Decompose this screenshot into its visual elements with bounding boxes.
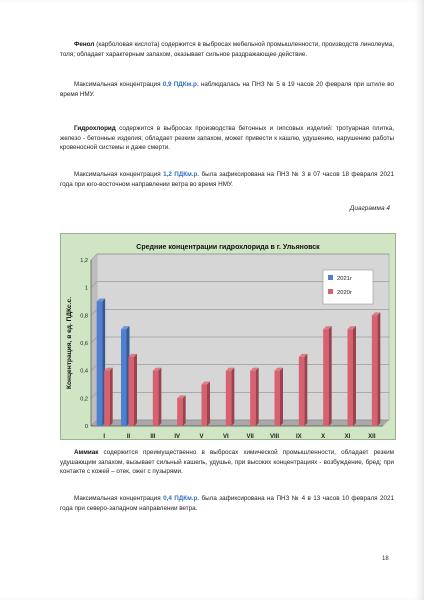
chart-container	[60, 233, 396, 440]
x-tick-label: III	[150, 434, 156, 439]
hcl-bar-chart	[61, 234, 395, 439]
page-number: 18	[382, 556, 389, 562]
legend-swatch	[328, 289, 333, 294]
bar-2020	[323, 326, 332, 426]
phenol-term: Фенол	[74, 41, 95, 48]
legend-label: 2020г	[337, 290, 353, 296]
hcl-max-pre: Максимальная концентрация	[74, 171, 164, 178]
diagram-label: Диаграмма 4	[349, 205, 390, 212]
x-tick-label: XII	[368, 434, 376, 439]
chart-title: Средние концентрации гидрохлорида в г. Ульяновск	[136, 244, 320, 251]
bar-2020	[104, 368, 113, 426]
phenol-description: (карболовая кислота) содержится в выбросах мебельной промышленности, производств линолеума, толя; обладает характерным запахом, оказывает сильное раздражающее действие.	[60, 41, 394, 58]
hcl-description: содержится в выбросах производства бетонных и гипсовых изделий: тротуарная плитка, железо - бетонные изделия; обладает резким запахом, может привести к кашлю, удушению, нарушению работы кровеносной системы и даже смерти.	[60, 125, 394, 152]
bar-2020	[372, 312, 381, 426]
y-tick-label: 0,6	[80, 341, 88, 347]
y-tick-label: 1	[84, 285, 88, 292]
bar-2020	[299, 354, 308, 426]
x-tick-label: X	[321, 434, 326, 439]
bar-2020	[275, 368, 284, 426]
bar-2020	[250, 368, 259, 426]
phenol-max-value: 0,9 ПДКм.р.	[162, 81, 199, 88]
bar-2020	[202, 382, 211, 427]
ammonia-max-pre: Максимальная концентрация	[74, 495, 164, 502]
bar-2021	[121, 326, 130, 426]
y-axis-label: Концентрация, в ед. ПДКс.с.	[66, 296, 73, 390]
ammonia-max-paragraph	[60, 494, 394, 513]
legend-swatch	[328, 275, 333, 280]
ammonia-term: Аммиак	[74, 449, 99, 456]
x-tick-label: IX	[295, 434, 302, 439]
y-tick-label: 0	[84, 424, 88, 430]
hcl-max-paragraph	[60, 170, 394, 189]
bar-2020	[177, 395, 186, 426]
hcl-paragraph	[60, 124, 394, 153]
x-tick-label: IV	[174, 434, 181, 439]
bar-2020	[129, 354, 138, 426]
x-tick-label: VII	[246, 434, 254, 439]
y-tick-label: 0,4	[80, 368, 88, 375]
x-tick-label: VIII	[269, 434, 280, 439]
bar-2021	[97, 299, 106, 427]
phenol-paragraph	[60, 40, 394, 59]
y-tick-label: 0,8	[80, 313, 88, 320]
phenol-max-paragraph	[60, 80, 394, 99]
ammonia-paragraph	[60, 448, 394, 477]
phenol-max-post: наблюдалась на ПНЗ № 5 в 19 часов 20 февраля при штиле во время НМУ.	[60, 81, 394, 98]
bar-2020	[226, 368, 235, 426]
x-tick-label: I	[103, 434, 106, 439]
hcl-term: Гидрохлорид	[74, 125, 116, 132]
ammonia-description: содержится преимущественно в выбросах химической промышленности, обладает резким удушающим запахом, вызывает сильный кашель, удушье, при высоких концентрациях - возбуждение, бред; при контакте с кожей – отек, ожег с пузырями.	[60, 449, 394, 476]
hcl-max-post: была зафиксирована на ПНЗ № 3 в 07 часов 18 февраля 2021 года при юго-восточном направлении ветра во время НМУ.	[60, 171, 394, 188]
x-tick-label: VI	[222, 434, 229, 439]
x-tick-label: XI	[344, 434, 351, 439]
bar-2020	[348, 326, 357, 426]
y-tick-label: 0,2	[80, 396, 88, 403]
hcl-max-value: 1,2 ПДКм.р.	[163, 171, 200, 178]
x-tick-label: V	[199, 434, 204, 439]
legend-label: 2021г	[337, 276, 353, 282]
x-tick-label: II	[126, 434, 131, 439]
phenol-max-pre: Максимальная концентрация	[74, 81, 163, 88]
ammonia-max-post: была зафиксирована на ПНЗ № 4 в 13 часов 10 февраля 2021 года при северо-западном направлении ветра.	[60, 495, 394, 512]
ammonia-max-value: 0,4 ПДКм.р.	[163, 495, 200, 502]
bar-2020	[153, 368, 162, 426]
y-tick-label: 1,2	[80, 258, 88, 264]
